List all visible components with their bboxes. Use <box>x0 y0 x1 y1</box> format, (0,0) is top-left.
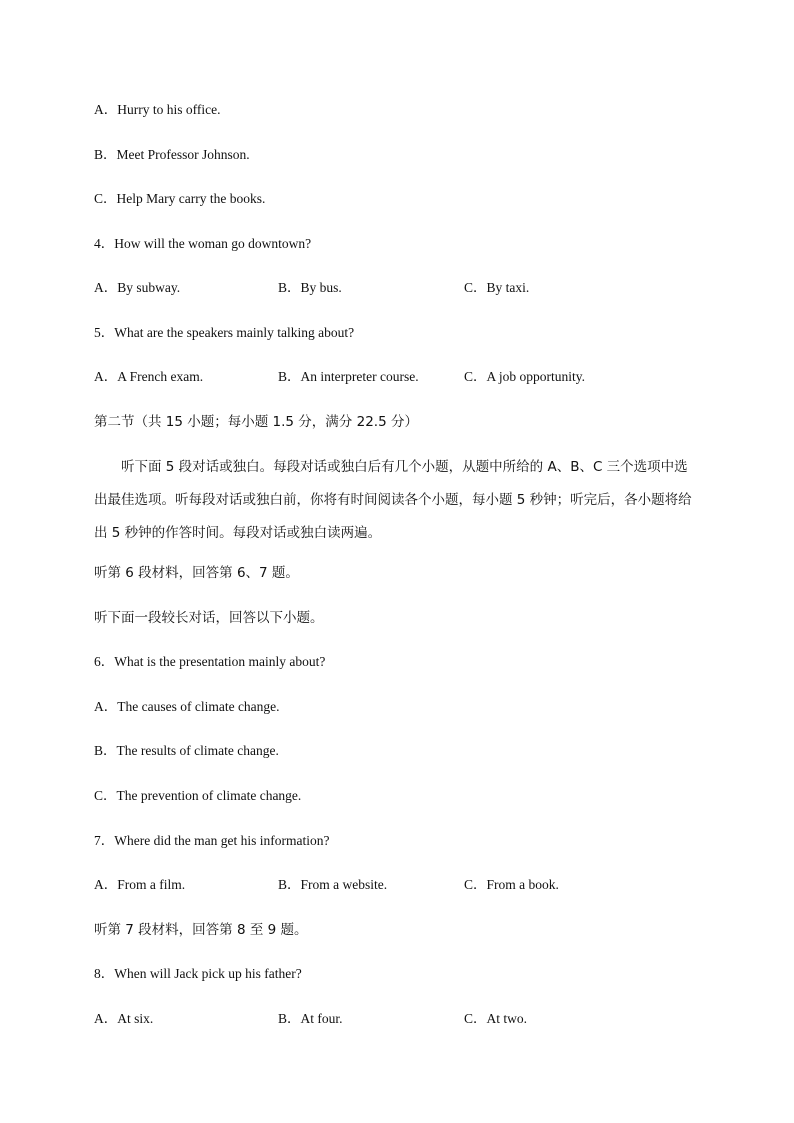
material6-intro: 听第 6 段材料，回答第 6、7 题。 <box>94 565 299 581</box>
q3-option-a: A．Hurry to his office. <box>94 102 221 117</box>
material6-subintro: 听下面一段较长对话，回答以下小题。 <box>94 610 324 626</box>
q3-option-b: B．Meet Professor Johnson. <box>94 147 250 162</box>
q7-options <box>94 876 694 894</box>
q8-option-b: B．At four. <box>278 1011 343 1026</box>
q6-option-c: C．The prevention of climate change. <box>94 788 302 803</box>
q5-option-c: C．A job opportunity. <box>464 369 586 384</box>
q4-question: 4．How will the woman go downtown? <box>94 236 312 251</box>
q5-question: 5．What are the speakers mainly talking about? <box>94 325 355 340</box>
q8-question: 8．When will Jack pick up his father? <box>94 966 302 981</box>
section2-instructions: 听下面 5 段对话或独白。每段对话或独白后有几个小题，从题中所给的 A、B、C 三个选项中选出最佳选项。听每段对话或独白前，你将有时间阅读各个小题，每小题 5 秒钟；听完后，各小题将给出 5 秒钟的作答时间。每段对话或独白读两遍。 <box>94 459 692 541</box>
q6-question: 6．What is the presentation mainly about? <box>94 654 326 669</box>
q6-option-b: B．The results of climate change. <box>94 743 279 758</box>
q4-option-a: A．By subway. <box>94 280 181 295</box>
material7-intro: 听第 7 段材料，回答第 8 至 9 题。 <box>94 922 308 938</box>
q5-option-a: A．A French exam. <box>94 369 204 384</box>
q4-option-c: C．By taxi. <box>464 280 530 295</box>
q4-option-b: B．By bus. <box>278 280 342 295</box>
q7-option-a: A．From a film. <box>94 877 186 892</box>
q5-options <box>94 368 694 386</box>
q4-options <box>94 279 694 297</box>
q8-options <box>94 1010 694 1028</box>
q7-question: 7．Where did the man get his information? <box>94 833 330 848</box>
q5-option-b: B．An interpreter course. <box>278 369 419 384</box>
q7-option-c: C．From a book. <box>464 877 559 892</box>
q7-option-b: B．From a website. <box>278 877 388 892</box>
q3-option-c: C．Help Mary carry the books. <box>94 191 266 206</box>
q8-option-a: A．At six. <box>94 1011 154 1026</box>
section2-heading: 第二节（共 15 小题；每小题 1.5 分，满分 22.5 分） <box>94 414 418 430</box>
q6-option-a: A．The causes of climate change. <box>94 699 280 714</box>
q8-option-c: C．At two. <box>464 1011 528 1026</box>
